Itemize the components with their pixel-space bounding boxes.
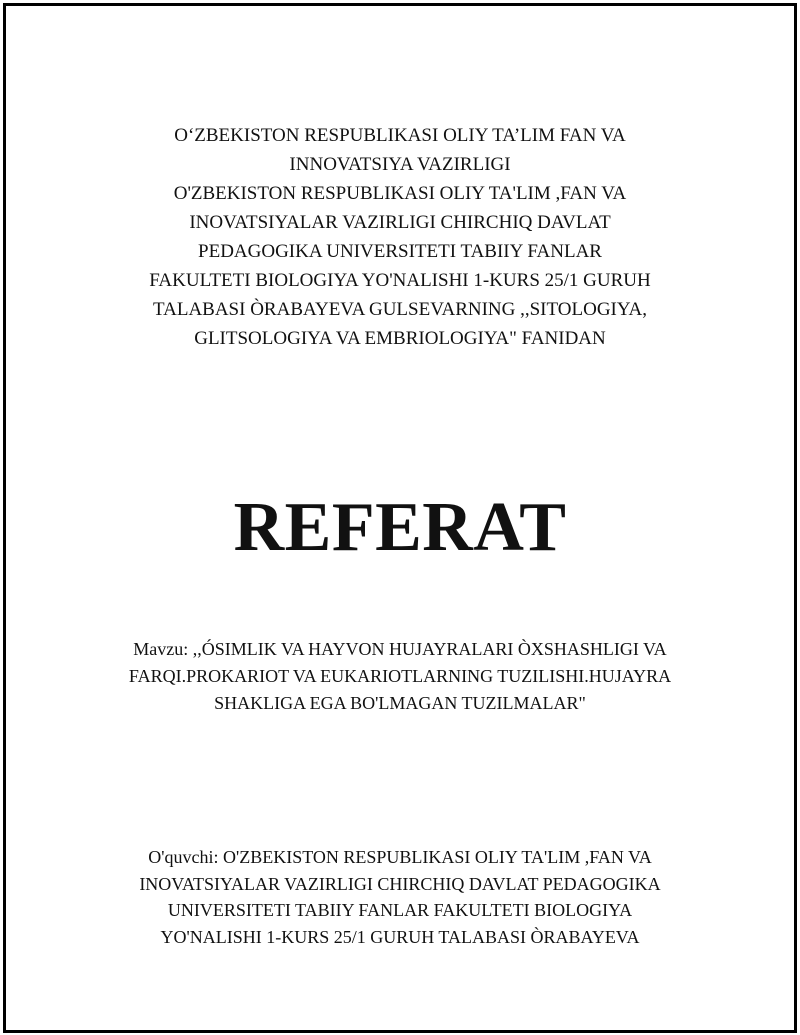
student-block xyxy=(60,844,740,950)
header-line: TALABASI ÒRABAYEVA GULSEVARNING ,,SITOLOGIYA, xyxy=(153,299,647,320)
student-line: YO'NALISHI 1-KURS 25/1 GURUH TALABASI ÒRABAYEVA xyxy=(160,926,640,947)
topic-line: Mavzu: ,,ÓSIMLIK VA HAYVON HUJAYRALARI ÒXSHASHLIGI VA xyxy=(133,639,667,659)
student-line: UNIVERSITETI TABIIY FANLAR FAKULTETI BIOLOGIYA xyxy=(167,900,633,920)
header-line: GLITSOLOGIYA VA EMBRIOLOGIYA" FANIDAN xyxy=(194,328,606,349)
title-block xyxy=(0,486,800,570)
header-line: PEDAGOGIKA UNIVERSITETI TABIIY FANLAR xyxy=(198,241,602,262)
topic-line: SHAKLIGA EGA BO'LMAGAN TUZILMALAR" xyxy=(214,693,586,713)
header-line: O'ZBEKISTON RESPUBLIKASI OLIY TA'LIM ,FAN VA xyxy=(173,183,627,204)
header-line: INNOVATSIYA VAZIRLIGI xyxy=(289,154,511,175)
header-line: FAKULTETI BIOLOGIYA YO'NALISHI 1-KURS 25/1 GURUH xyxy=(149,270,651,291)
header-line: INOVATSIYALAR VAZIRLIGI CHIRCHIQ DAVLAT xyxy=(189,212,611,233)
topic-line: FARQI.PROKARIOT VA EUKARIOTLARNING TUZILISHI.HUJAYRA xyxy=(128,666,672,686)
student-line: INOVATSIYALAR VAZIRLIGI CHIRCHIQ DAVLAT PEDAGOGIKA xyxy=(139,873,661,894)
institution-header xyxy=(60,121,740,353)
topic-block xyxy=(60,636,740,717)
student-line: O'quvchi: O'ZBEKISTON RESPUBLIKASI OLIY TA'LIM ,FAN VA xyxy=(148,847,652,867)
document-title: REFERAT xyxy=(233,489,567,566)
header-line: O‘ZBEKISTON RESPUBLIKASI OLIY TA’LIM FAN VA xyxy=(174,125,626,146)
